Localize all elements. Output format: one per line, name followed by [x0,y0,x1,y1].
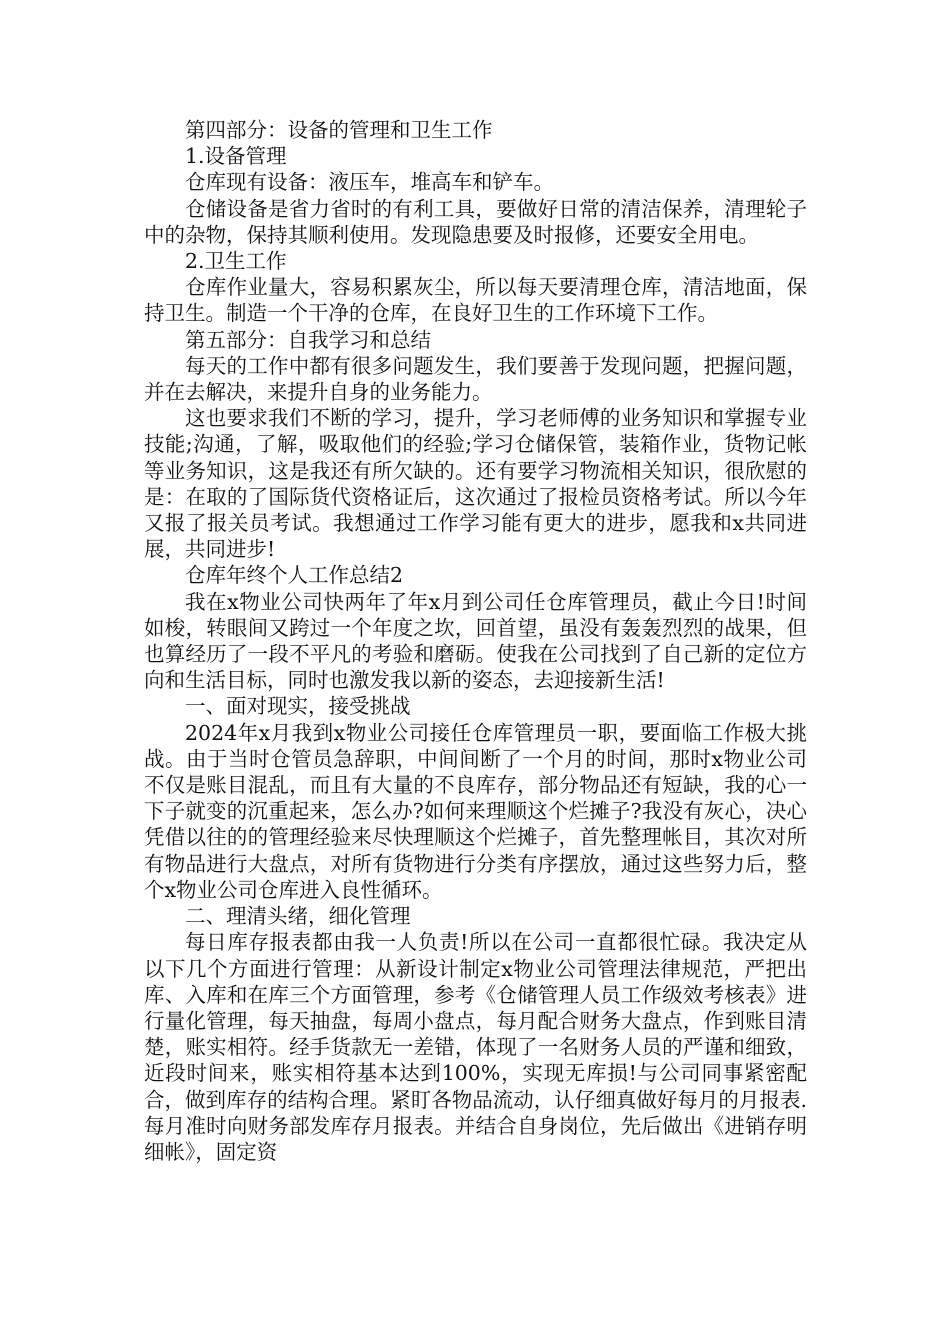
section-heading: 第四部分：设备的管理和卫生工作 [185,118,493,142]
section-heading: 二、理清头绪，细化管理 [185,904,411,929]
paragraph: 我在x物业公司快两年了年x月到公司任仓库管理员，截止今日!时间如梭，转眼间又跨过一个年度之坎，回首望，虽没有轰轰烈烈的战果，但也算经历了一段不平凡的考验和磨砺。使我在公司找到了自己新的定位方向和生活目标，同时也激发我以新的姿态，去迎接新生活! [144,589,807,693]
paragraph: 仓库作业量大，容易积累灰尘，所以每天要清理仓库，清洁地面，保持卫生。制造一个干净的仓库，在良好卫生的工作环境下工作。 [144,275,807,326]
subheading: 1.设备管理 [185,144,287,169]
document-title: 仓库年终个人工作总结2 [185,563,404,588]
subheading: 2.卫生工作 [185,249,287,274]
paragraph: 每天的工作中都有很多问题发生，我们要善于发现问题，把握问题，并在去解决，来提升自身的业务能力。 [144,353,807,405]
paragraph: 仓库现有设备：液压车，堆高车和铲车。 [185,170,554,195]
paragraph: 2024年x月我到x物业公司接任仓库管理员一职，要面临工作极大挑战。由于当时仓管员急辞职，中间间断了一个月的时间，那时x物业公司不仅是账目混乱，而且有大量的不良库存，部分物品还有短缺，我的心一下子就变的沉重起来，怎么办?如何来理顺这个烂摊子?我没有灰心，决心凭借以往的的管理经验来尽快理顺这个烂摊子，首先整理帐目，其次对所有物品进行大盘点，对所有货物进行分类有序摆放，通过这些努力后，整个x物业公司仓库进入良性循环。 [144,720,807,902]
section-heading: 第五部分：自我学习和总结 [185,327,431,352]
paragraph: 仓储设备是省力省时的有利工具，要做好日常的清洁保养，清理轮子中的杂物，保持其顺利使用。发现隐患要及时报修，还要安全用电。 [144,196,807,247]
paragraph: 这也要求我们不断的学习，提升，学习老师傅的业务知识和掌握专业技能;沟通，了解，吸取他们的经验;学习仓储保管，装箱作业，货物记帐等业务知识，这是我还有所欠缺的。还有要学习物流相关知识，很欣慰的是：在取的了国际货代资格证后，这次通过了报检员资格考试。所以今年又报了报关员考试。我想通过工作学习能有更大的进步，愿我和x共同进展，共同进步! [144,406,807,562]
document-page [144,117,807,1165]
section-heading: 一、面对现实，接受挑战 [185,694,411,719]
paragraph: 每日库存报表都由我一人负责!所以在公司一直都很忙碌。我决定从以下几个方面进行管理：从新设计制定x物业公司管理法律规范，严把出库、入库和在库三个方面管理，参考《仓储管理人员工作级效考核表》进行量化管理，每天抽盘，每周小盘点，每月配合财务大盘点，作到账目清楚，账实相符。经手货款无一差错，体现了一名财务人员的严谨和细致，近段时间来，账实相符基本达到100%，实现无库损!与公司同事紧密配合，做到库存的结构合理。紧盯各物品流动，认仔细真做好每月的月报表.每月准时向财务部发库存月报表。并结合自身岗位，先后做出《进销存明细帐》，固定资 [144,930,807,1164]
